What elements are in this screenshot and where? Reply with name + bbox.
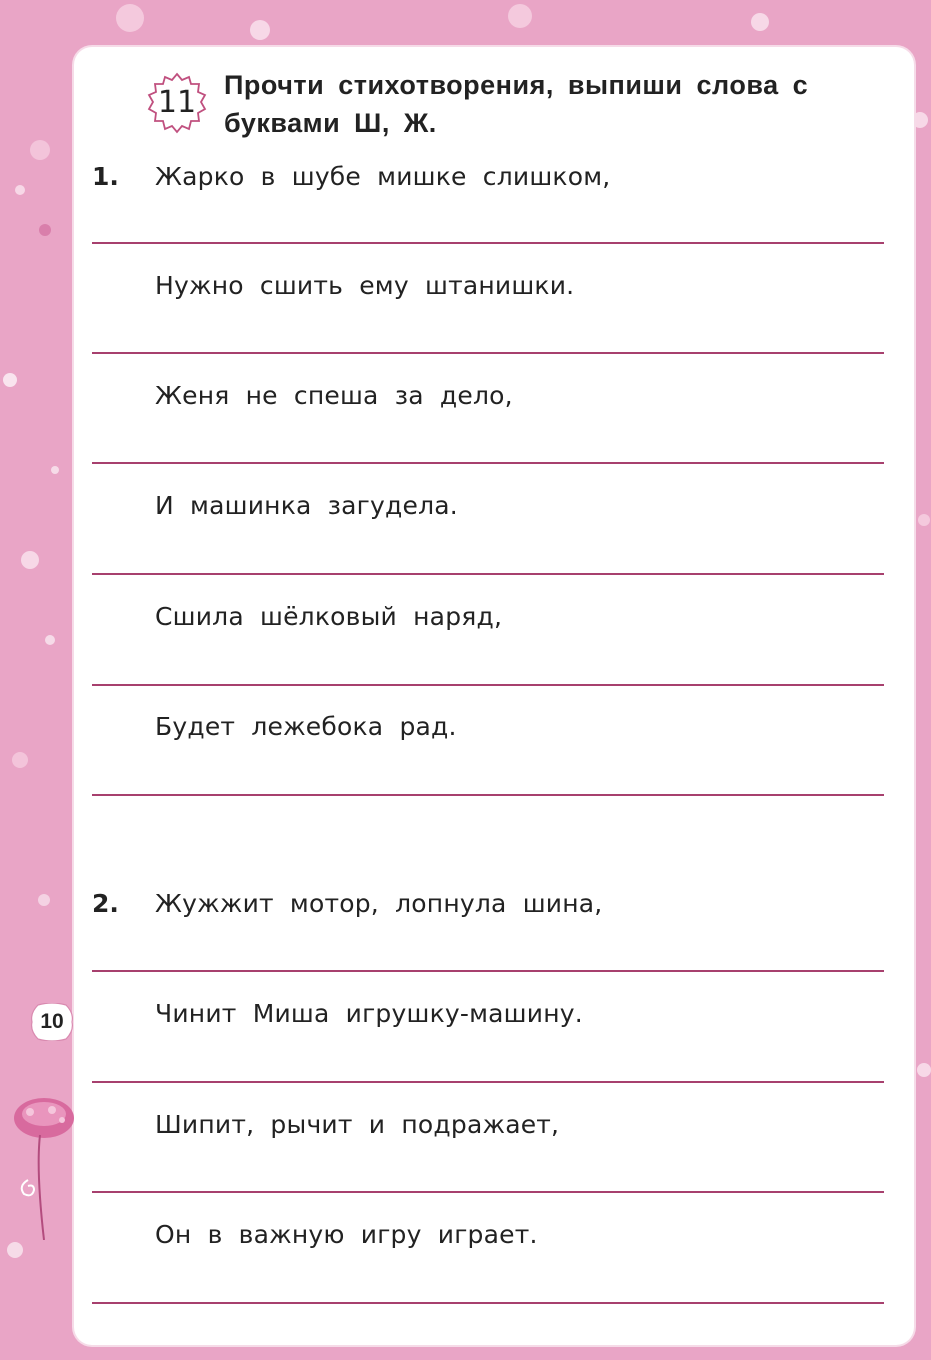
answer-line[interactable] bbox=[92, 794, 884, 796]
poem-1-line-1: Жарко в шубе мишке слишком, bbox=[155, 162, 611, 191]
task-number: 11 bbox=[157, 85, 197, 120]
poem-1-line-3: Женя не спеша за дело, bbox=[155, 381, 513, 410]
poem-1-line-6: Будет лежебока рад. bbox=[155, 712, 457, 741]
poem-1-line-2: Нужно сшить ему штанишки. bbox=[155, 271, 575, 300]
poem-2-line-1: Жужжит мотор, лопнула шина, bbox=[155, 889, 603, 918]
answer-line[interactable] bbox=[92, 1081, 884, 1083]
page-number-badge bbox=[30, 1003, 74, 1041]
task-number-badge bbox=[146, 72, 208, 134]
answer-line[interactable] bbox=[92, 573, 884, 575]
answer-line[interactable] bbox=[92, 1191, 884, 1193]
answer-line[interactable] bbox=[92, 1302, 884, 1304]
answer-line[interactable] bbox=[92, 352, 884, 354]
poem-2-number: 2. bbox=[92, 889, 119, 918]
answer-line[interactable] bbox=[92, 684, 884, 686]
poem-1-number: 1. bbox=[92, 162, 119, 191]
page-number: 10 bbox=[40, 1010, 64, 1033]
poem-1-line-5: Сшила шёлковый наряд, bbox=[155, 602, 503, 631]
answer-line[interactable] bbox=[92, 462, 884, 464]
answer-line[interactable] bbox=[92, 242, 884, 244]
poem-2-line-4: Он в важную игру играет. bbox=[155, 1220, 538, 1249]
answer-line[interactable] bbox=[92, 970, 884, 972]
flower-decoration-icon bbox=[0, 1090, 76, 1240]
poem-2-line-3: Шипит, рычит и подражает, bbox=[155, 1110, 560, 1139]
task-instruction: Прочти стихотворения, выпиши слова с буквами Ш, Ж. bbox=[224, 70, 809, 138]
poem-1-line-4: И машинка загудела. bbox=[155, 491, 458, 520]
poem-2-line-2: Чинит Миша игрушку-машину. bbox=[155, 999, 583, 1028]
